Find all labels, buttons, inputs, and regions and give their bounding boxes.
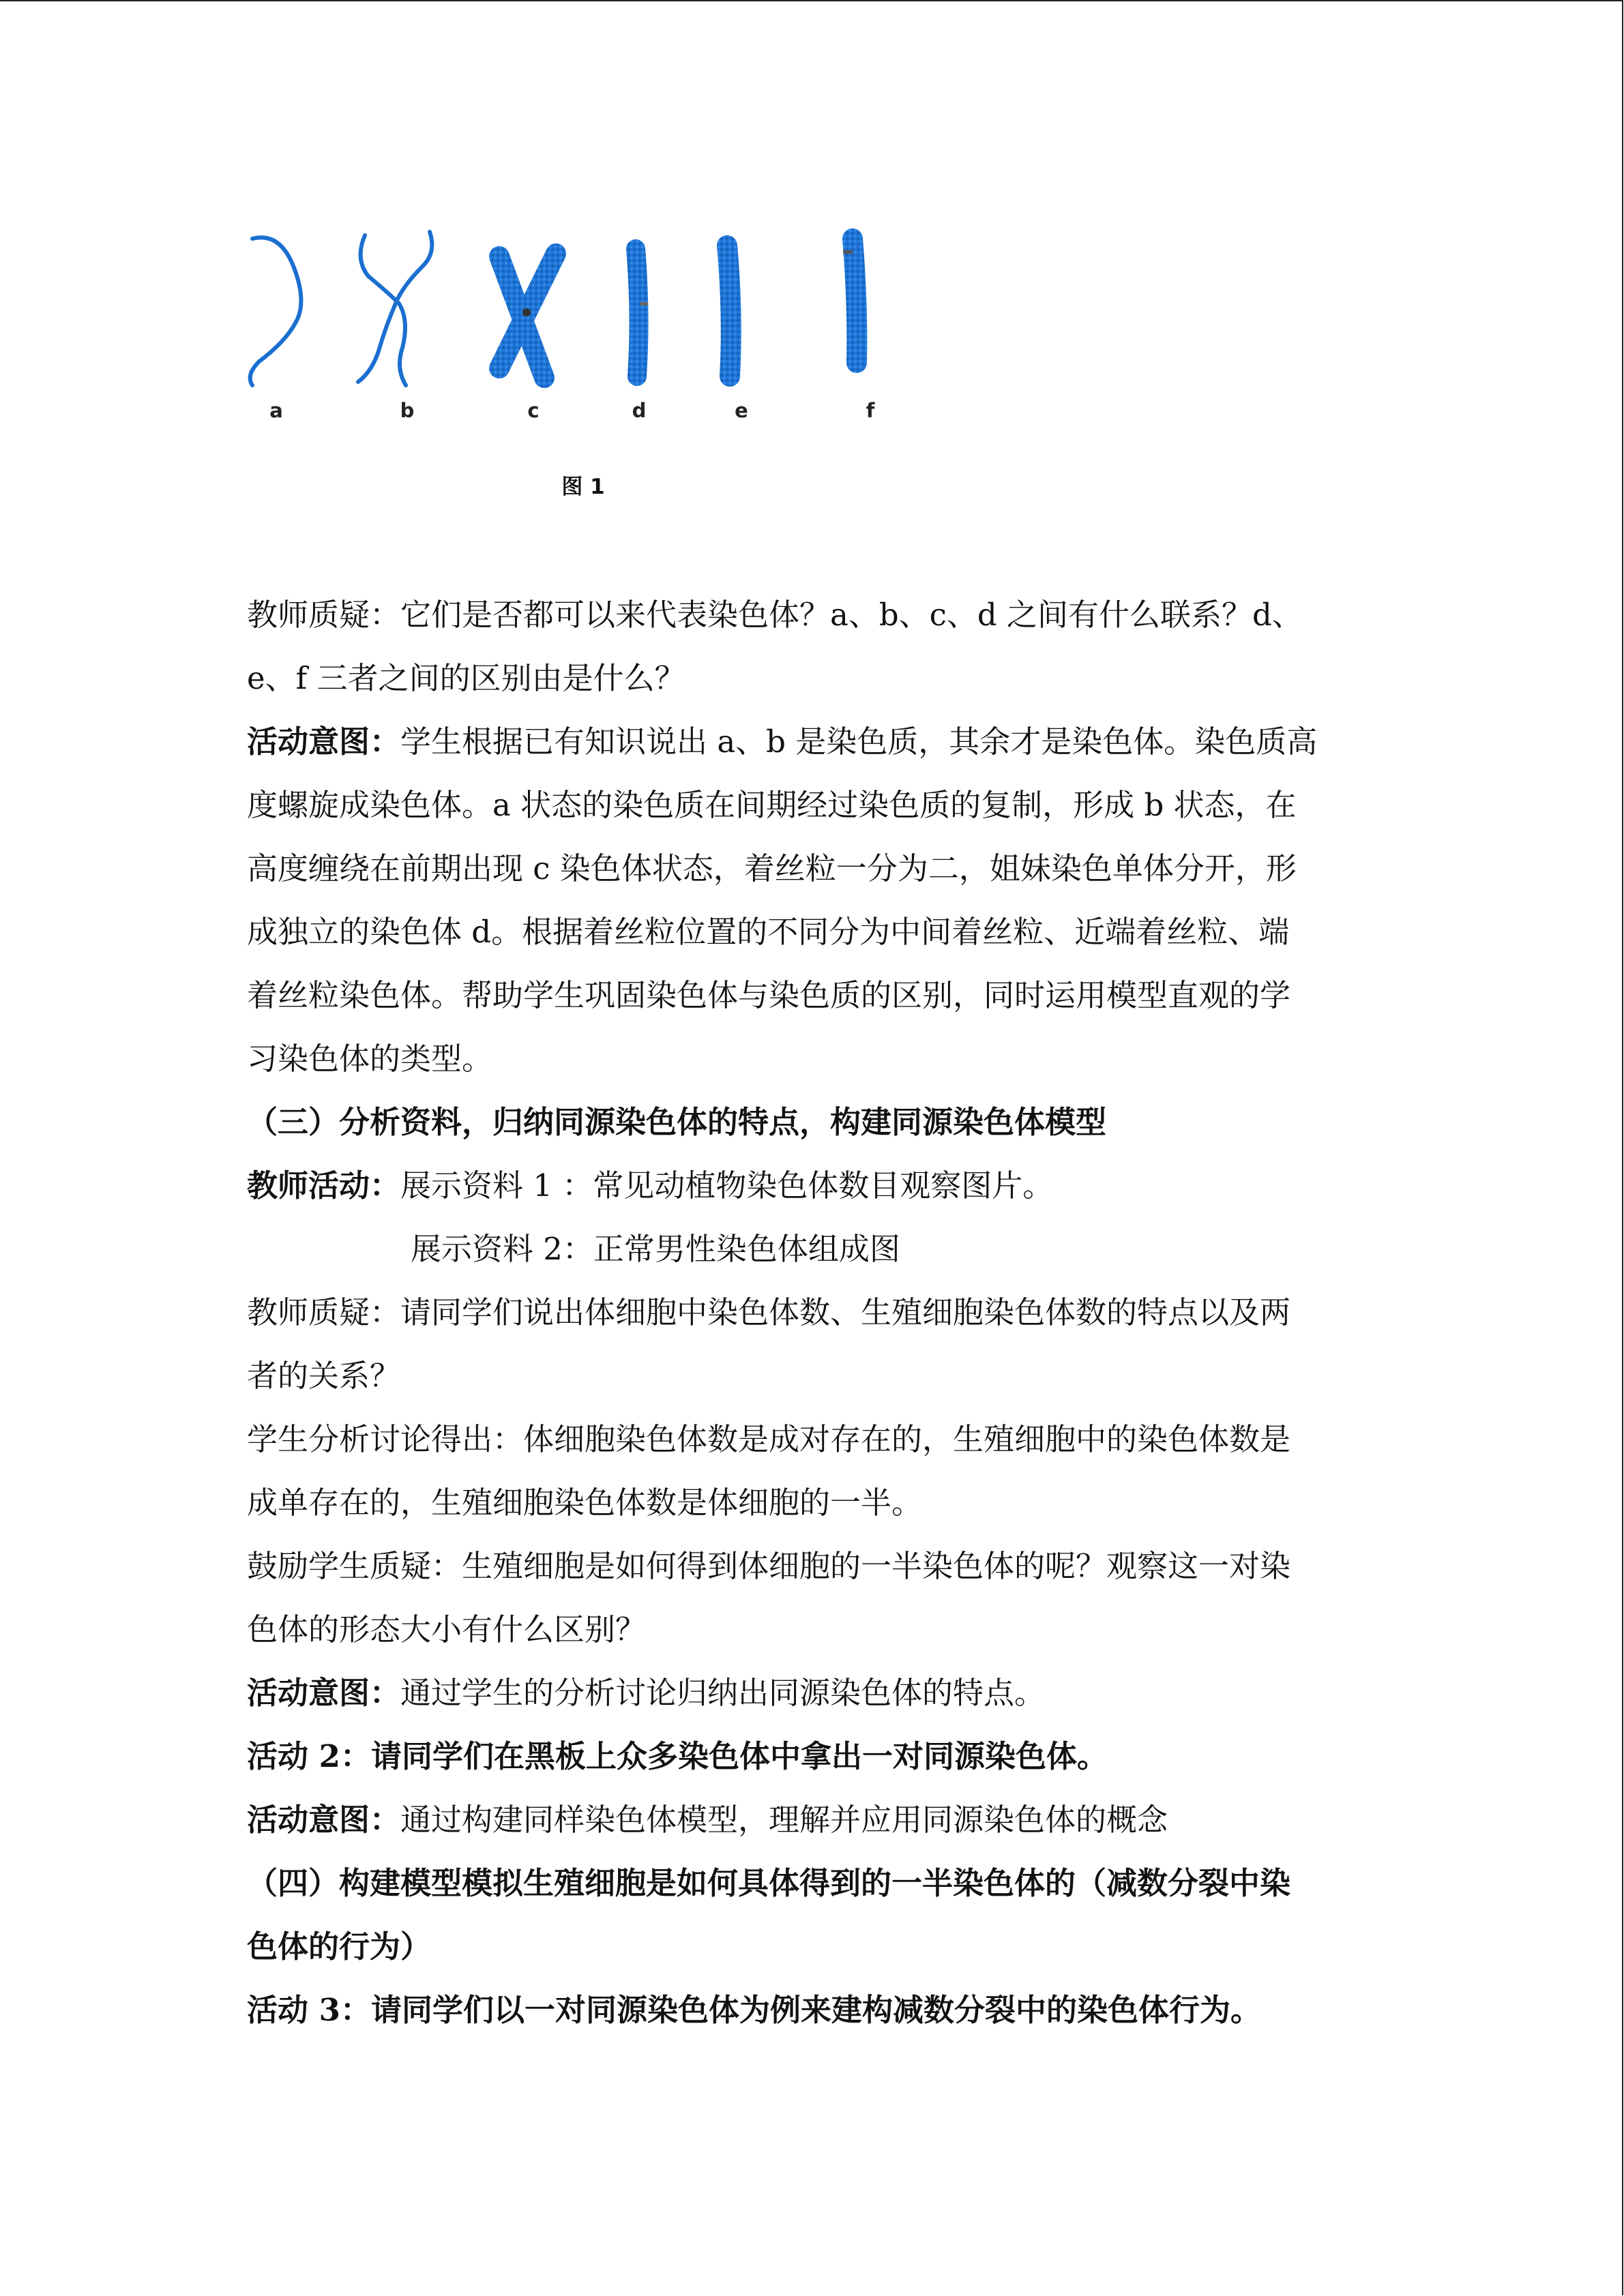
body-text: 学生分析讨论得出：体细胞染色体数是成对存在的，生殖细胞中的染色体数是: [247, 1421, 1291, 1457]
text-line: [247, 1978, 1379, 2042]
bold-text: 活动意图：: [247, 724, 401, 760]
text-line: [247, 1217, 1379, 1281]
text-line: [247, 583, 1379, 646]
text-line: [247, 1090, 1379, 1154]
chromosome-e: [727, 245, 731, 376]
bold-text: 活动意图：: [247, 1802, 401, 1838]
text-line: [247, 1407, 1379, 1471]
document-body: [247, 583, 1379, 2042]
body-text: 教师质疑：请同学们说出体细胞中染色体数、生殖细胞染色体数的特点以及两: [247, 1294, 1291, 1330]
body-text: 学生根据已有知识说出 a、b 是染色质，其余才是染色体。染色质高: [400, 724, 1318, 760]
body-text: 成单存在的，生殖细胞染色体数是体细胞的一半。: [247, 1485, 923, 1521]
body-text: 色体的形态大小有什么区别？: [247, 1611, 647, 1648]
chromosome-c: [499, 254, 556, 378]
figure-label-c: c: [527, 399, 540, 422]
body-text: 通过构建同样染色体模型，理解并应用同源染色体的概念: [400, 1802, 1168, 1838]
body-text: 习染色体的类型。: [247, 1041, 493, 1077]
chromosome-b-strand-2: [358, 232, 432, 382]
body-text: e、f 三者之间的区别由是什么？: [247, 660, 685, 696]
bold-text: 色体的行为）: [247, 1928, 432, 1965]
text-line: [247, 964, 1379, 1027]
body-text: 高度缠绕在前期出现 c 染色体状态，着丝粒一分为二，姐妹染色单体分开，形: [247, 850, 1297, 886]
bold-text: 活动 3：请同学们以一对同源染色体为例来建构减数分裂中的染色体行为。: [247, 1992, 1261, 2028]
chromosome-d: [636, 249, 648, 376]
text-line: [247, 646, 1379, 710]
bold-text: 活动意图：: [247, 1675, 401, 1711]
bold-text: （四）构建模型模拟生殖细胞是如何具体得到的一半染色体的（减数分裂中染: [247, 1865, 1291, 1901]
text-line: [247, 1471, 1379, 1534]
figure-caption: 图 1: [561, 475, 605, 499]
bold-text: （三）分析资料，归纳同源染色体的特点，构建同源染色体模型: [247, 1104, 1107, 1140]
figure-label-a: a: [269, 399, 283, 422]
text-line: [247, 1534, 1379, 1598]
chromosome-b-strand-1: [361, 235, 406, 385]
chromosome-model-figure: [232, 218, 921, 436]
bold-text: 教师活动：: [247, 1167, 401, 1204]
body-text: 教师质疑：它们是否都可以来代表染色体？a、b、c、d 之间有什么联系？d、: [247, 597, 1303, 633]
body-text: 展示资料 1 ：常见动植物染色体数目观察图片。: [400, 1167, 1054, 1204]
figure-label-b: b: [400, 399, 415, 422]
figure-label-e: e: [735, 399, 748, 422]
body-text: 通过学生的分析讨论归纳出同源染色体的特点。: [400, 1675, 1046, 1711]
body-text: 度螺旋成染色体。a 状态的染色质在间期经过染色质的复制，形成 b 状态，在: [247, 787, 1297, 823]
text-line: [247, 773, 1379, 837]
text-line: [247, 1725, 1379, 1788]
figure-label-d: d: [632, 399, 647, 422]
figure-label-f: f: [866, 399, 875, 422]
text-line: [247, 1915, 1379, 1978]
text-line: [247, 1344, 1379, 1407]
chromosome-f: [843, 239, 857, 363]
body-text: 着丝粒染色体。帮助学生巩固染色体与染色质的区别，同时运用模型直观的学: [247, 977, 1291, 1013]
text-line: [247, 1788, 1379, 1851]
body-text: 者的关系？: [247, 1358, 401, 1394]
text-line: [247, 900, 1379, 964]
text-line: [247, 1851, 1379, 1915]
text-line: [247, 837, 1379, 900]
body-text: 鼓励学生质疑：生殖细胞是如何得到体细胞的一半染色体的呢？观察这一对染: [247, 1548, 1291, 1584]
text-line: [247, 1154, 1379, 1217]
body-text: 成独立的染色体 d。根据着丝粒位置的不同分为中间着丝粒、近端着丝粒、端: [247, 914, 1290, 950]
text-line: [247, 1281, 1379, 1344]
text-line: [247, 1598, 1379, 1661]
text-line: [247, 710, 1379, 773]
bold-text: 活动 2：请同学们在黑板上众多染色体中拿出一对同源染色体。: [247, 1738, 1108, 1774]
body-text: 展示资料 2：正常男性染色体组成图: [411, 1231, 900, 1267]
text-line: [247, 1661, 1379, 1725]
text-line: [247, 1027, 1379, 1090]
chromosome-a: [250, 237, 301, 385]
